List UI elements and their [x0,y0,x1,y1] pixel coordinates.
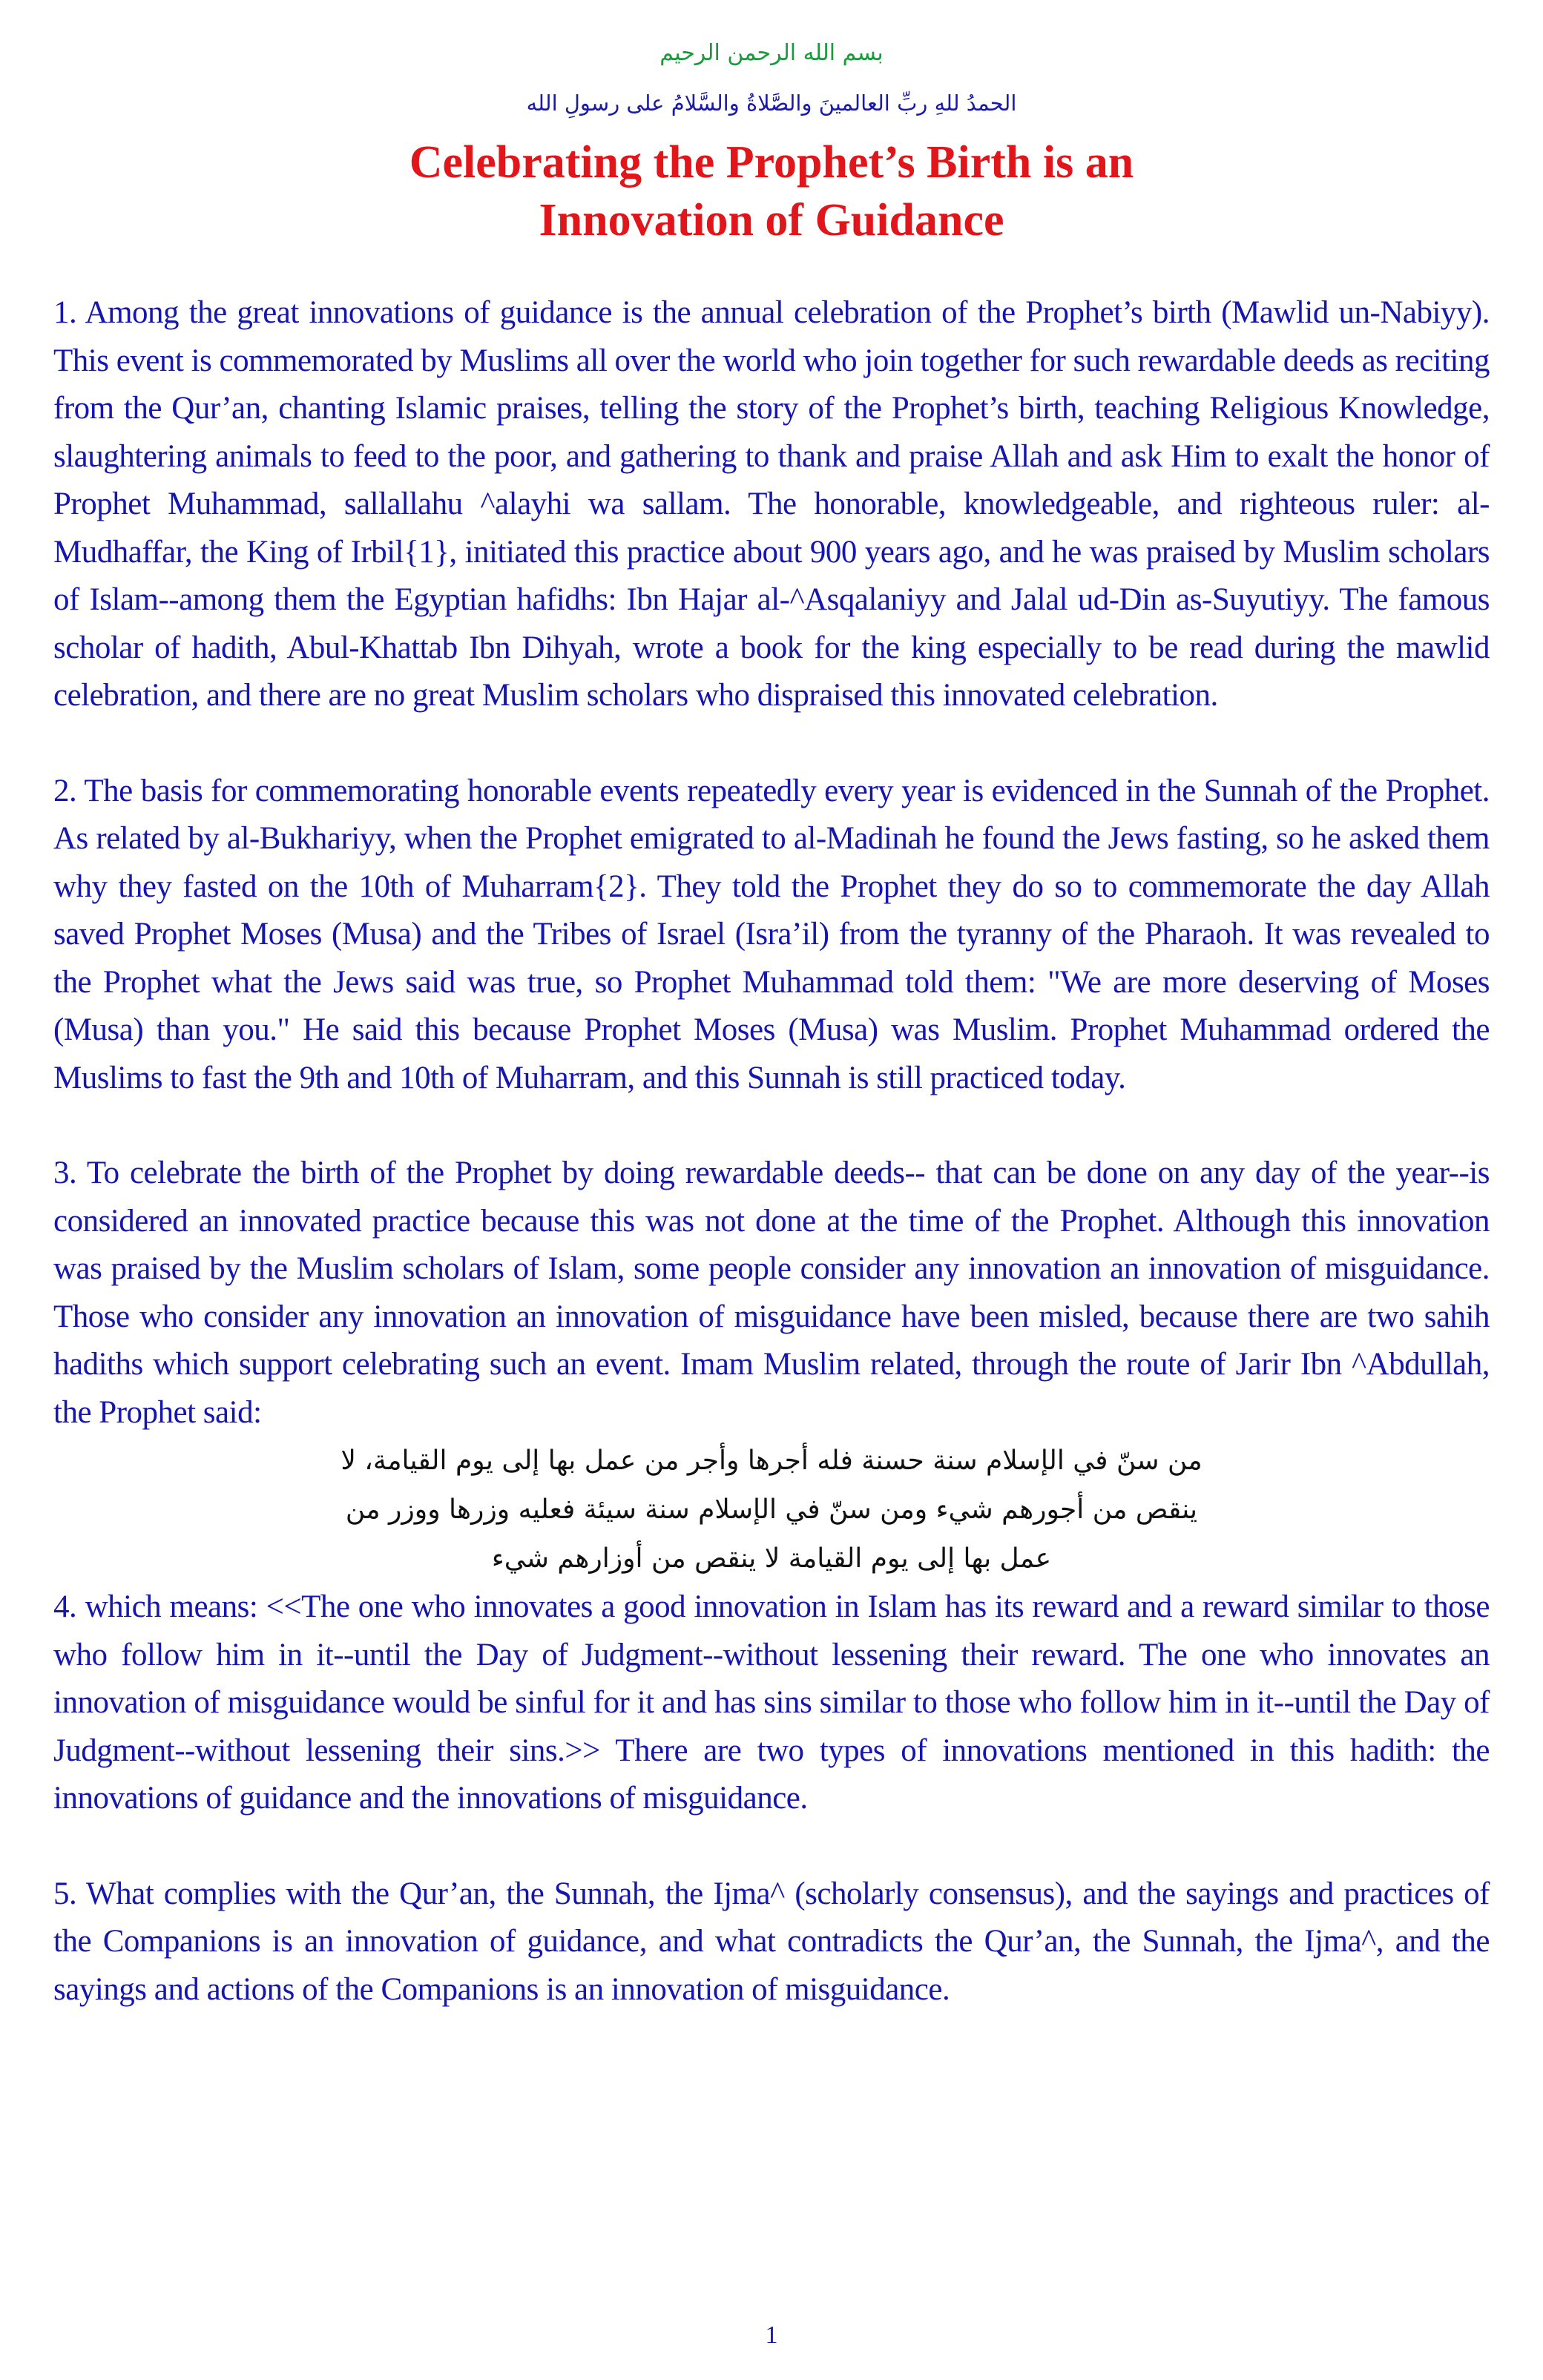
opening-praise: الحمدُ للهِ ربِّ العالمينَ والصَّلاةُ والسَّلامُ على رسولِ الله [526,90,1017,116]
paragraph-1: 1. Among the great innovations of guidance is the annual celebration of the Prophet’s birth (Mawlid un-Nabiyy). This event is commemorated by Muslims all over the world who join together for such rewardable deeds as reciting from the Qur’an, chanting Islamic praises, telling the story of the Prophet’s birth, teaching Religious Knowledge, slaughtering animals to feed to the poor, and gathering to thank and praise Allah and ask Him to exalt the honor of Prophet Muhammad, sallallahu ^alayhi wa sallam. The honorable, knowledgeable, and righteous ruler: al-Mudhaffar, the King of Irbil{1}, initiated this practice about 900 years ago, and he was praised by Muslim scholars of Islam--among them the Egyptian hafidhs: Ibn Hajar al-^Asqalaniyy and Jalal ud-Din as-Suyutiyy. The famous scholar of hadith, Abul-Khattab Ibn Dihyah, wrote a book for the king especially to be read during the mawlid celebration, and there are no great Muslim scholars who dispraised this innovated celebration. [53,295,1490,713]
arabic-line-1: من سنّ في الإسلام سنة حسنة فله أجرها وأجر من عمل بها إلى يوم القيامة، لا [340,1446,1203,1476]
paragraph-3: 3. To celebrate the birth of the Prophet by doing rewardable deeds-- that can be done on any day of the year--is considered an innovated practice because this was not done at the time of the Prophet. Although this innovation was praised by the Muslim scholars of Islam, some people consider any innovation an innovation of misguidance. Those who consider any innovation an innovation of misguidance have been misled, because there are two sahih hadiths which support celebrating such an event. Imam Muslim related, through the route of Jarir Ibn ^Abdullah, the Prophet said: [53,1156,1490,1430]
article-body [53,289,1490,2061]
arabic-line-2: ينقص من أجورهم شيء ومن سنّ في الإسلام سنة سيئة فعليه وزرها ووزر من [345,1494,1198,1525]
arabic-line-3: عمل بها إلى يوم القيامة لا ينقص من أوزارهم شيء [491,1543,1052,1574]
title-line-2: Innovation of Guidance [539,195,1004,245]
page-number: 1 [765,2321,778,2349]
arabic-hadith-quote [53,1437,1490,1583]
paragraph-4: 4. which means: <<The one who innovates a good innovation in Islam has its reward and a reward similar to those who follow him in it--until the Day of Judgment--without lessening their reward. The one who innovates an innovation of misguidance would be sinful for it and has sins similar to those who follow him in it--until the Day of Judgment--without lessening their sins.>> There are two types of innovations mentioned in this hadith: the innovations of guidance and the innovations of misguidance. [53,1589,1490,1816]
title-line-1: Celebrating the Prophet’s Birth is an [409,137,1134,188]
paragraph-2: 2. The basis for commemorating honorable events repeatedly every year is evidenced in the Sunnah of the Prophet. As related by al-Bukhariyy, when the Prophet emigrated to al-Madinah he found the Jews fasting, so he asked them why they fasted on the 10th of Muharram{2}. They told the Prophet they do so to commemorate the day Allah saved Prophet Moses (Musa) and the Tribes of Israel (Isra’il) from the tyranny of the Pharaoh. It was revealed to the Prophet what the Jews said was true, so Prophet Muhammad told them: "We are more deserving of Moses (Musa) than you." He said this because Prophet Moses (Musa) was Muslim. Prophet Muhammad ordered the Muslims to fast the 9th and 10th of Muharram, and this Sunnah is still practiced today. [53,773,1490,1095]
basmala: بسم الله الرحمن الرحيم [659,40,884,66]
page-title [0,133,1543,249]
paragraph-5: 5. What complies with the Qur’an, the Sunnah, the Ijma^ (scholarly consensus), and the sayings and practices of the Companions is an innovation of guidance, and what contradicts the Qur’an, the Sunnah, the Ijma^, and the sayings and actions of the Companions is an innovation of misguidance. [53,1876,1490,2007]
